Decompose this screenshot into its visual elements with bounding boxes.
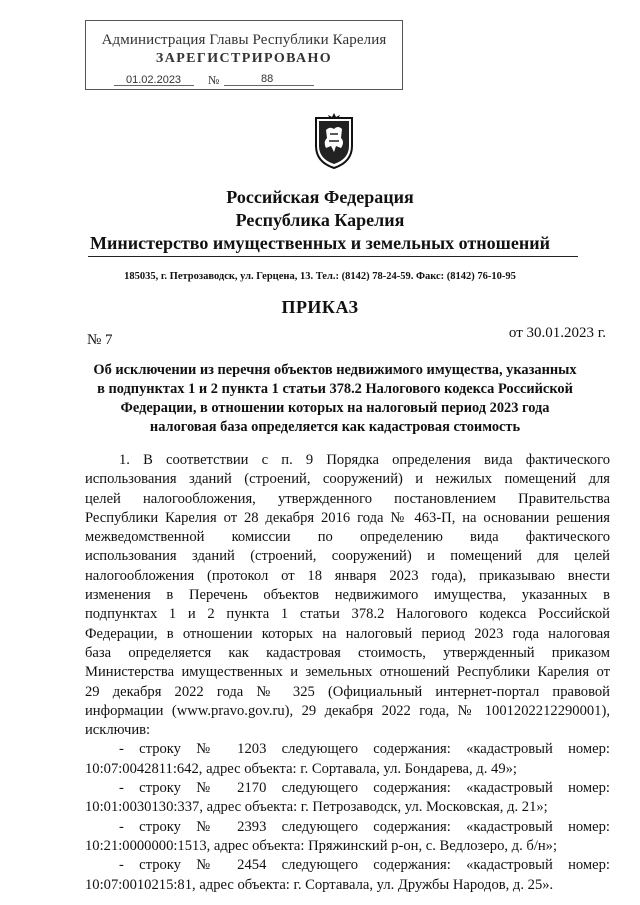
republic-name: Республика Карелия <box>235 210 405 230</box>
stamp-number-label: № <box>208 73 220 87</box>
body-line: информации (www.pravo.gov.ru), 29 декабря 2022 года, № 1001202212290001), <box>85 702 610 719</box>
exclusion-item: - строку № 2393 следующего содержания: «кадастровый номер: <box>119 818 610 835</box>
stamp-date: 01.02.2023 <box>126 74 182 86</box>
header-divider <box>88 256 578 257</box>
stamp-number-rule <box>224 85 314 86</box>
order-date: от 30.01.2023 г. <box>508 325 606 341</box>
stamp-status: ЗАРЕГИСТРИРОВАНО <box>155 51 333 66</box>
exclusion-item-detail: 10:07:0042811:642, адрес объекта: г. Сортавала, ул. Бондарева, д. 49»; <box>85 760 517 777</box>
stamp-number: 88 <box>261 73 274 85</box>
order-type: ПРИКАЗ <box>281 297 359 317</box>
title-line: в подпунктах 1 и 2 пункта 1 статьи 378.2 Налогового кодекса Российской <box>97 381 573 397</box>
body-line: Министерства имущественных и земельных отношений Республики Карелия от <box>85 664 610 681</box>
body-line: исключив: <box>85 722 151 739</box>
body-line: использования зданий (строений, сооружений) и нежилых помещений для <box>85 471 610 488</box>
body-line: Республики Карелия от 28 декабря 2016 года № 463-П, на основании решения <box>85 509 610 526</box>
body-line: межведомственной комиссии по определению вида фактического <box>85 529 610 546</box>
stamp-date-rule <box>114 85 194 86</box>
registration-stamp <box>85 20 403 90</box>
body-line: Федерации, в отношении которых на налоговый период 2023 года налоговая <box>85 625 610 642</box>
ministry-name: Министерство имущественных и земельных отношений <box>90 233 550 253</box>
body-line: налогообложения (протокол от 18 января 2023 года), приказываю внести <box>85 567 610 584</box>
body-line: изменения в Перечень объектов недвижимого имущества, указанных в <box>85 587 610 604</box>
title-line: Федерации, в отношении которых на налоговый период 2023 года <box>120 400 550 416</box>
body-line: база определяется как кадастровая стоимость, утвержденный приказом <box>85 644 610 661</box>
title-line: Об исключении из перечня объектов недвижимого имущества, указанных <box>93 362 577 378</box>
ministry-address: 185035, г. Петрозаводск, ул. Герцена, 13. Тел.: (8142) 78-24-59. Факс: (8142) 76-10-95 <box>124 271 516 282</box>
order-body <box>85 451 610 895</box>
body-line: 29 декабря 2022 года № 325 (Официальный интернет-портал правовой <box>85 683 610 700</box>
stamp-organization: Администрация Главы Республики Карелия <box>101 32 387 48</box>
body-line: подпунктах 1 и 2 пункта 1 статьи 378.2 Налогового кодекса Российской <box>85 606 610 623</box>
exclusion-item-detail: 10:07:0010215:81, адрес объекта: г. Сортавала, ул. Дружбы Народов, д. 25». <box>85 876 554 893</box>
exclusion-item-detail: 10:21:0000000:1513, адрес объекта: Пряжинский р-он, с. Ведлозеро, д. б/н»; <box>85 837 558 854</box>
order-title <box>80 361 590 437</box>
exclusion-item: - строку № 2170 следующего содержания: «кадастровый номер: <box>119 780 610 797</box>
karelia-coat-of-arms-icon <box>312 112 356 170</box>
title-line: налоговая база определяется как кадастровая стоимость <box>149 419 521 435</box>
exclusion-item-detail: 10:01:0030130:337, адрес объекта: г. Петрозаводск, ул. Московская, д. 21»; <box>85 799 548 816</box>
exclusion-item: - строку № 1203 следующего содержания: «кадастровый номер: <box>119 741 610 758</box>
order-number: № 7 <box>87 332 113 348</box>
country-name: Российская Федерация <box>226 187 414 207</box>
body-line: использования зданий (строений, сооружений) и помещений для целей <box>85 548 610 565</box>
body-line: 1. В соответствии с п. 9 Порядка определения вида фактического <box>119 452 610 468</box>
body-line: целей налогообложения, утвержденного постановлением Правительства <box>85 490 610 507</box>
exclusion-item: - строку № 2454 следующего содержания: «кадастровый номер: <box>119 857 610 874</box>
